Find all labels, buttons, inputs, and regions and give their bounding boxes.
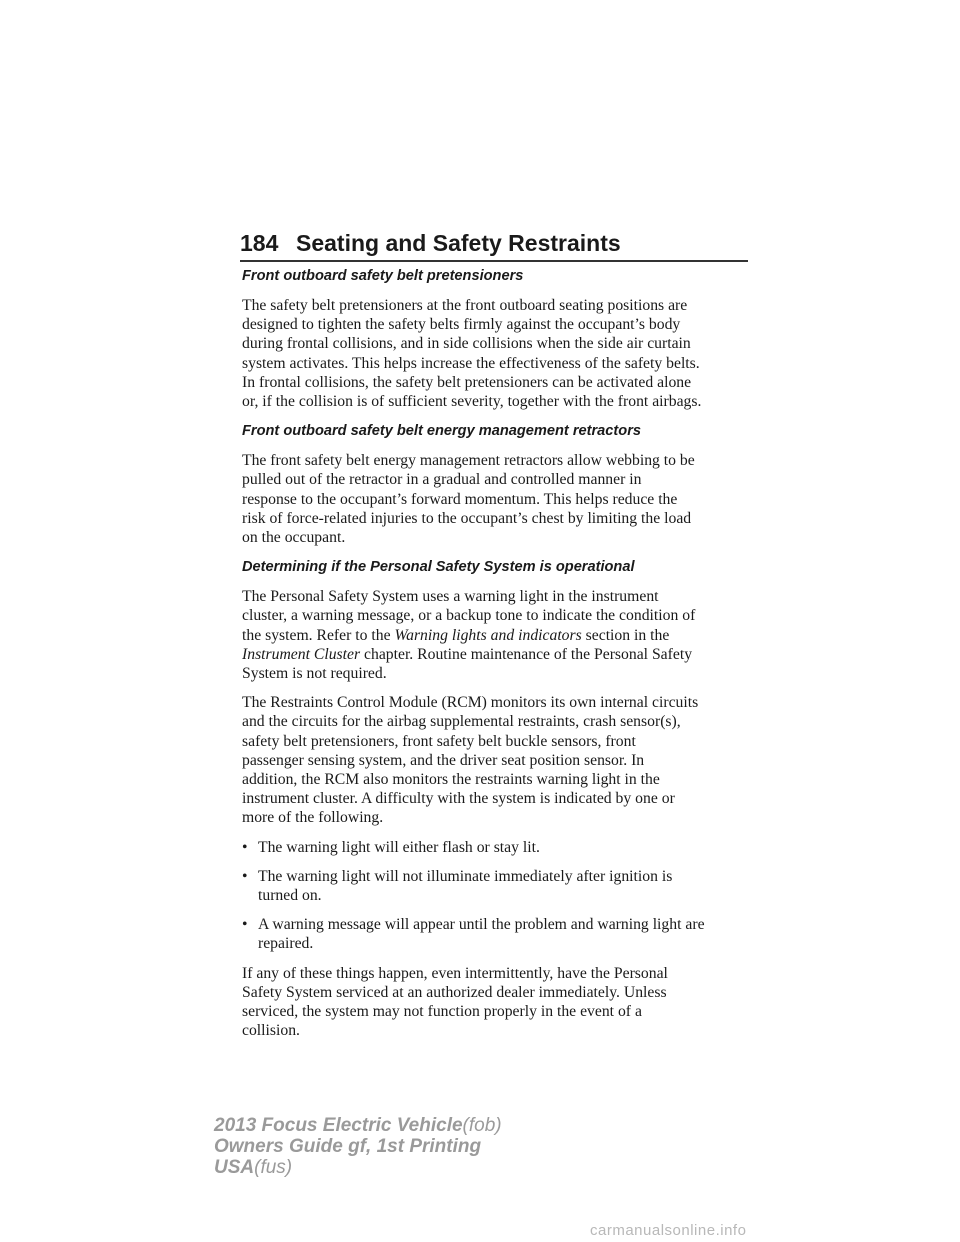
bullet-icon: • <box>242 838 248 856</box>
text-line: addition, the RCM also monitors the restraints warning light in the <box>242 771 660 789</box>
text-line: safety belt pretensioners, front safety belt buckle sensors, front <box>242 732 636 750</box>
text-line: If any of these things happen, even intermittently, have the Personal <box>242 964 668 982</box>
text-line: more of the following. <box>242 809 384 827</box>
watermark: carmanualsonline.info <box>590 1222 747 1239</box>
text-line: System is not required. <box>242 665 387 683</box>
heading-pretensioners: Front outboard safety belt pretensioners <box>242 268 524 284</box>
text-line: The safety belt pretensioners at the front outboard seating positions are <box>242 297 688 314</box>
paragraph-retractors <box>242 451 750 547</box>
list-item <box>242 867 750 905</box>
text-line: cluster, a warning message, or a backup tone to indicate the condition of <box>242 607 696 625</box>
footer-code: (fus) <box>254 1157 293 1178</box>
text-line: The front safety belt energy management retractors allow webbing to be <box>242 452 695 470</box>
text-line: repaired. <box>258 935 314 953</box>
footer-market: USA <box>214 1157 255 1178</box>
paragraph-pretensioners <box>242 296 750 411</box>
text-line: A warning message will appear until the problem and warning light are <box>258 916 705 934</box>
text-line: on the occupant. <box>242 529 346 547</box>
text-run: the system. Refer to the <box>242 626 395 644</box>
section-title: Seating and Safety Restraints <box>296 230 621 256</box>
cross-reference-warning-lights: Warning lights and indicators <box>394 626 582 644</box>
page-content <box>242 266 750 1051</box>
bullet-list <box>242 838 750 954</box>
footer-line: Owners Guide gf, 1st Printing <box>214 1136 482 1157</box>
page-number: 184 <box>240 230 279 256</box>
text-line: or, if the collision is of sufficient severity, together with the front airbags. <box>242 393 702 411</box>
text-line: collision. <box>242 1022 300 1040</box>
paragraph-rcm-monitoring <box>242 693 750 827</box>
text-run: chapter. Routine maintenance of the Personal Safety <box>360 645 693 663</box>
text-line: Safety System serviced at an authorized dealer immediately. Unless <box>242 983 667 1001</box>
footer-vehicle: 2013 Focus Electric Vehicle <box>214 1115 463 1136</box>
text-line: and the circuits for the airbag supplemental restraints, crash sensor(s), <box>242 713 681 731</box>
paragraph-system-indicators <box>242 587 750 683</box>
text-line: system activates. This helps increase the effectiveness of the safety belts. <box>242 354 700 372</box>
text-line: The warning light will either flash or stay lit. <box>258 838 540 856</box>
footer-code: (fob) <box>462 1115 502 1136</box>
text-line: passenger sensing system, and the driver seat position sensor. In <box>242 751 645 769</box>
list-item <box>242 915 750 953</box>
text-line: instrument cluster. A difficulty with the system is indicated by one or <box>242 790 675 808</box>
text-line: during frontal collisions, and in side collisions when the side air curtain <box>242 335 691 353</box>
text-line: In frontal collisions, the safety belt pretensioners can be activated alone <box>242 373 692 391</box>
text-line: The Personal Safety System uses a warning light in the instrument <box>242 588 659 606</box>
bullet-icon: • <box>242 916 248 934</box>
list-item <box>242 838 750 857</box>
text-line <box>242 626 750 645</box>
cross-reference-instrument-cluster: Instrument Cluster <box>242 645 361 663</box>
text-line: response to the occupant’s forward momentum. This helps reduce the <box>242 490 678 508</box>
text-line: risk of force-related injuries to the occupant’s chest by limiting the load <box>242 509 692 527</box>
footer-line <box>214 1115 502 1136</box>
text-line: pulled out of the retractor in a gradual and controlled manner in <box>242 471 642 489</box>
header-divider <box>240 260 748 262</box>
heading-system-operational: Determining if the Personal Safety System is operational <box>242 559 635 576</box>
heading-energy-management-retractors: Front outboard safety belt energy management retractors <box>242 423 641 440</box>
paragraph-service-advice <box>242 964 750 1041</box>
bullet-icon: • <box>242 867 248 885</box>
text-line: turned on. <box>258 887 322 905</box>
text-line: The Restraints Control Module (RCM) monitors its own internal circuits <box>242 694 699 712</box>
text-run: section in the <box>581 626 670 644</box>
text-line: designed to tighten the safety belts firmly against the occupant’s body <box>242 316 681 334</box>
text-line <box>242 645 750 664</box>
text-line: serviced, the system may not function properly in the event of a <box>242 1003 642 1021</box>
footer-line <box>214 1157 502 1178</box>
text-line: The warning light will not illuminate immediately after ignition is <box>258 867 673 885</box>
document-footer <box>214 1115 502 1178</box>
